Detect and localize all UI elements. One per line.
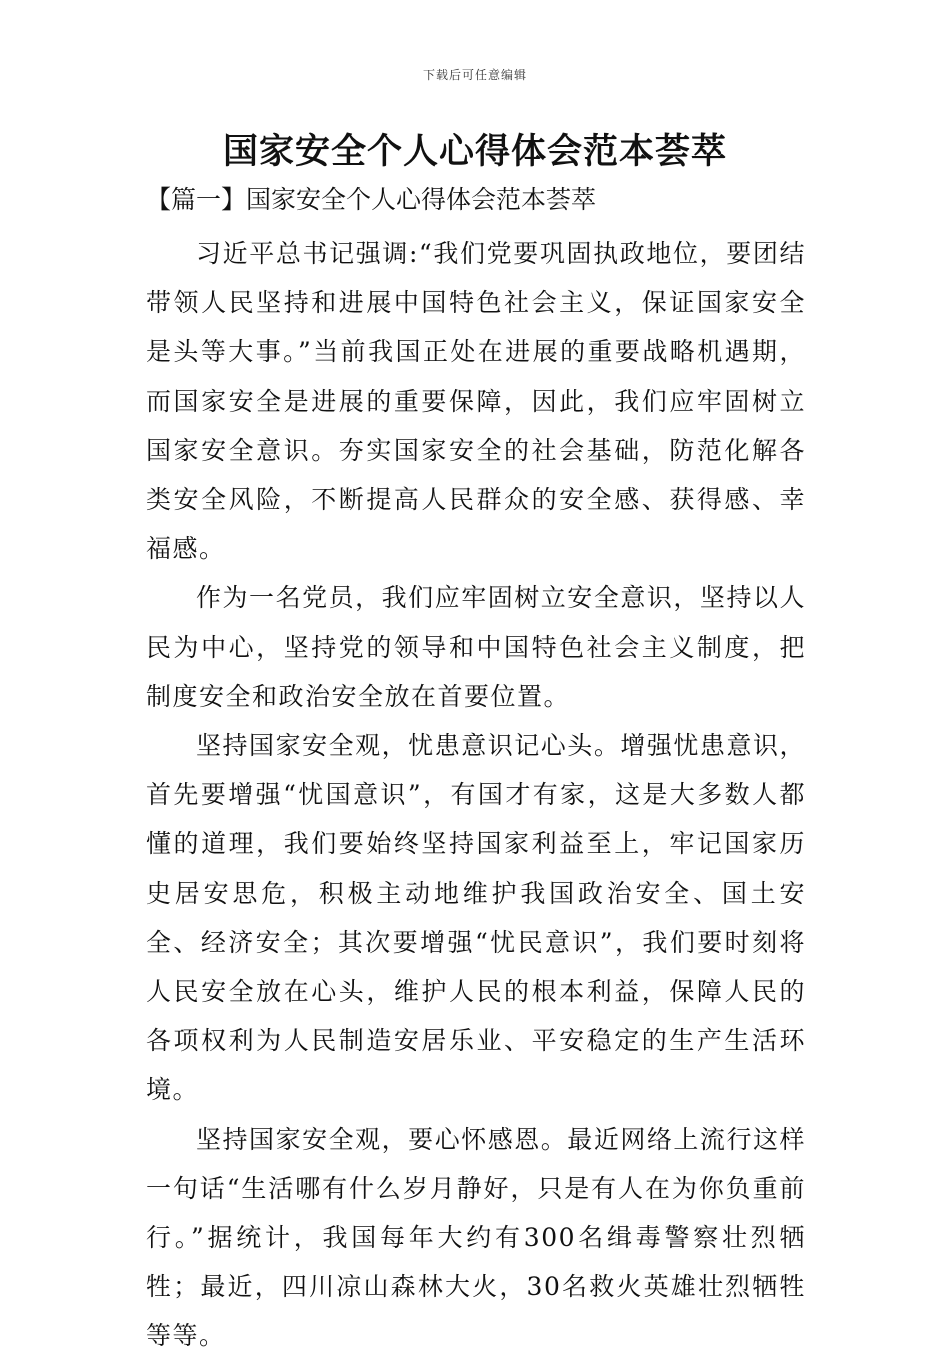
paragraph: 坚持国家安全观，忧患意识记心头。增强忧患意识，首先要增强“忧国意识”，有国才有家，这是大多数人都懂的道理，我们要始终坚持国家利益至上，牢记国家历史居安思危，积极主动地维护我国政治安全、国土安全、经济安全；其次要增强“忧民意识”，我们要时刻将人民安全放在心头，维护人民的根本利益，保障人民的各项权利为人民制造安居乐业、平安稳定的生产生活环境。: [146, 731, 806, 1105]
header-note: 下载后可任意编辑: [422, 68, 527, 82]
paragraph: 坚持国家安全观，要心怀感恩。最近网络上流行这样一句话“生活哪有什么岁月静好，只是有人在为你负重前行。”据统计，我国每年大约有300名缉毒警察壮烈牺牲；最近，四川凉山森林大火，30名救火英雄壮烈牺牲等等。: [146, 1124, 806, 1351]
section-heading: 【篇一】国家安全个人心得体会范本荟萃: [146, 185, 597, 214]
document-title: 国家安全个人心得体会范本荟萃: [222, 131, 727, 172]
paragraph: 习近平总书记强调:“我们党要巩固执政地位，要团结带领人民坚持和进展中国特色社会主义，保证国家安全是头等大事。”当前我国正处在进展的重要战略机遇期，而国家安全是进展的重要保障，因此，我们应牢固树立国家安全意识。夯实国家安全的社会基础，防范化解各类安全风险，不断提高人民群众的安全感、获得感、幸福感。: [146, 239, 806, 564]
document-body: [146, 229, 806, 1361]
paragraph: 作为一名党员，我们应牢固树立安全意识，坚持以人民为中心，坚持党的领导和中国特色社会主义制度，把制度安全和政治安全放在首要位置。: [146, 583, 806, 711]
